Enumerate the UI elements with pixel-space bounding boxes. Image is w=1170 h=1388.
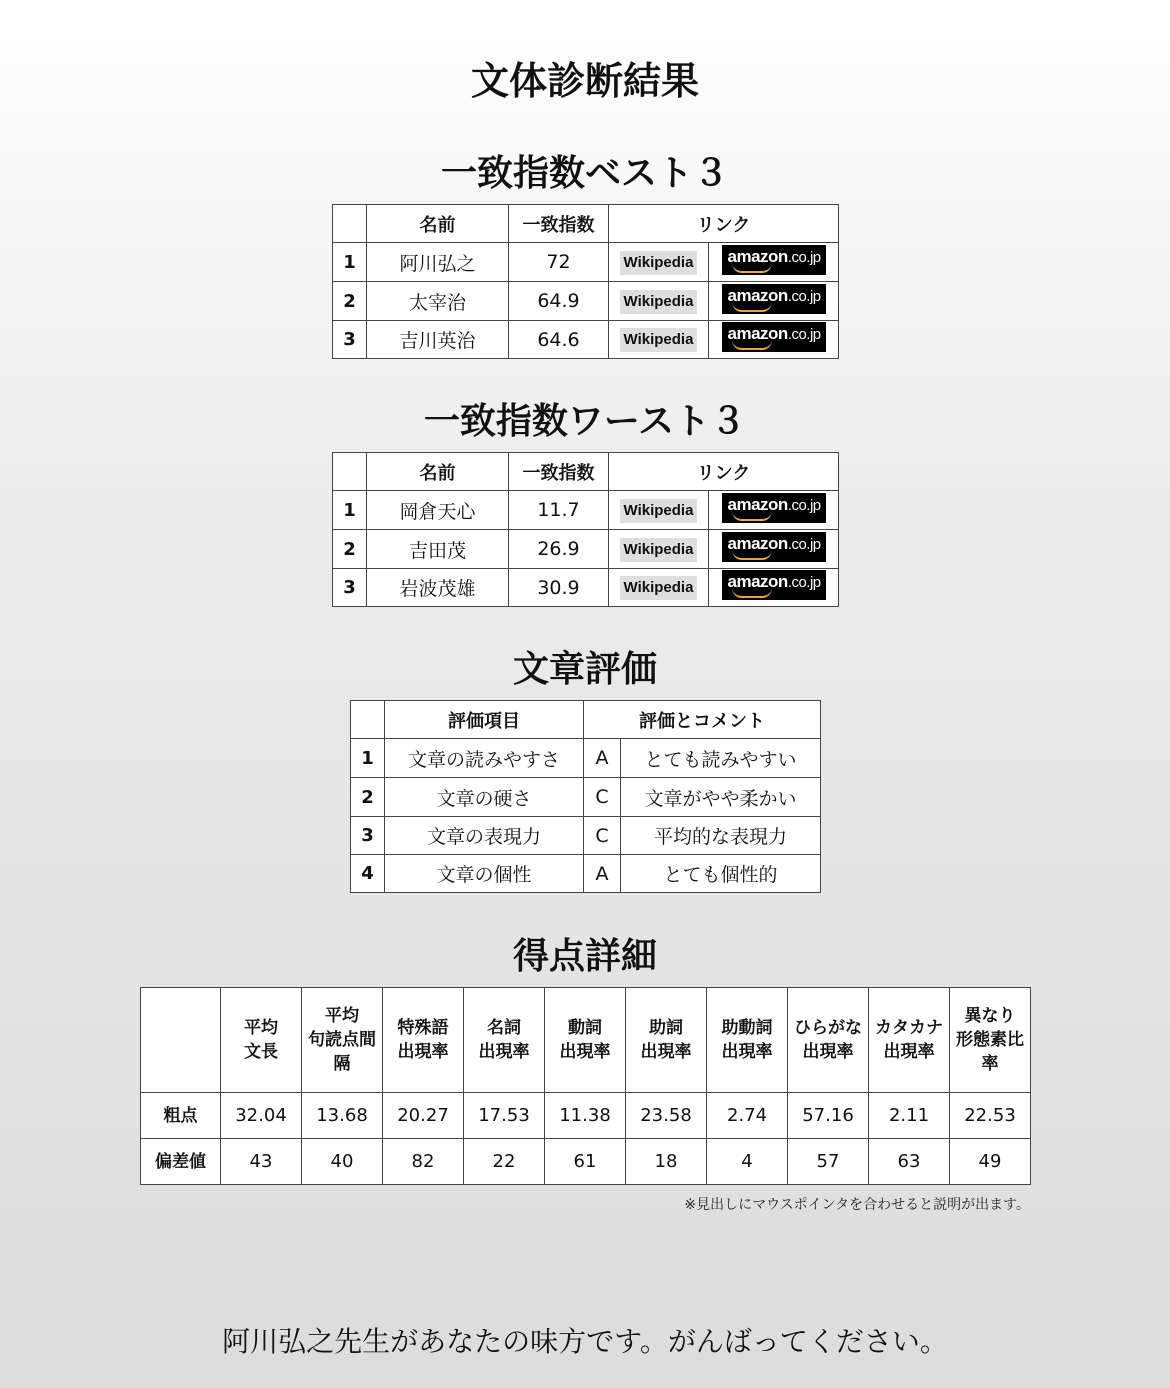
amazon-link[interactable] xyxy=(722,570,826,600)
evaluation-grade: A xyxy=(584,855,621,893)
header-katakana-rate[interactable] xyxy=(869,988,950,1093)
amazon-tld: .co.jp xyxy=(787,248,821,266)
header-noun-rate[interactable] xyxy=(464,988,545,1093)
amazon-wordmark: amazon xyxy=(727,246,788,266)
author-name: 岡倉天心 xyxy=(367,491,509,530)
table-row xyxy=(141,1139,1031,1185)
row-index: 4 xyxy=(351,855,385,893)
raw-score: 2.74 xyxy=(707,1093,788,1139)
deviation-score: 18 xyxy=(626,1139,707,1185)
header-grade-comment: 評価とコメント xyxy=(584,701,821,739)
evaluation-item: 文章の硬さ xyxy=(385,778,584,817)
header-type-token-ratio[interactable] xyxy=(950,988,1031,1093)
author-name: 岩波茂雄 xyxy=(367,569,509,607)
match-score: 64.9 xyxy=(509,282,609,321)
wikipedia-link[interactable]: Wikipedia xyxy=(620,538,698,562)
header-blank xyxy=(141,988,221,1093)
wikipedia-link[interactable]: Wikipedia xyxy=(620,251,698,275)
amazon-wordmark: amazon xyxy=(727,494,788,514)
header-line: 出現率 xyxy=(559,1042,611,1062)
match-score: 64.6 xyxy=(509,321,609,359)
rank-cell: 2 xyxy=(333,530,367,569)
deviation-score: 4 xyxy=(707,1139,788,1185)
amazon-link[interactable] xyxy=(722,284,826,314)
row-index: 2 xyxy=(351,778,385,817)
deviation-score: 63 xyxy=(869,1139,950,1185)
deviation-score: 57 xyxy=(788,1139,869,1185)
deviation-score: 40 xyxy=(302,1139,383,1185)
table-row xyxy=(333,243,839,282)
rank-cell: 3 xyxy=(333,569,367,607)
row-label-deviation: 偏差値 xyxy=(141,1139,221,1185)
author-name: 太宰治 xyxy=(367,282,509,321)
header-line: 隔 xyxy=(333,1054,351,1074)
evaluation-comment: とても読みやすい xyxy=(621,739,821,778)
worst-table xyxy=(332,452,839,607)
amazon-smile-icon xyxy=(732,588,772,598)
amazon-cell xyxy=(709,243,839,282)
footer-message: 阿川弘之先生があなたの味方です。がんばってください。 xyxy=(222,1325,948,1358)
amazon-tld: .co.jp xyxy=(787,287,821,305)
header-line: 助詞 xyxy=(649,1018,683,1038)
wikipedia-cell xyxy=(609,282,709,321)
header-line: 出現率 xyxy=(883,1042,935,1062)
deviation-score: 22 xyxy=(464,1139,545,1185)
match-score: 72 xyxy=(509,243,609,282)
wikipedia-cell xyxy=(609,530,709,569)
rank-cell: 1 xyxy=(333,491,367,530)
amazon-tld: .co.jp xyxy=(787,326,821,343)
raw-score: 11.38 xyxy=(545,1093,626,1139)
match-score: 30.9 xyxy=(509,569,609,607)
wikipedia-cell xyxy=(609,569,709,607)
evaluation-grade: C xyxy=(584,778,621,817)
rank-cell: 3 xyxy=(333,321,367,359)
amazon-smile-icon xyxy=(732,302,772,312)
header-line: 異なり xyxy=(964,1006,1016,1026)
author-name: 吉川英治 xyxy=(367,321,509,359)
worst-heading: 一致指数ワースト３ xyxy=(423,401,747,442)
deviation-score: 49 xyxy=(950,1139,1031,1185)
header-line: ひらがな xyxy=(794,1018,862,1038)
raw-score: 20.27 xyxy=(383,1093,464,1139)
header-line: 句読点間 xyxy=(308,1030,376,1050)
best-heading: 一致指数ベスト３ xyxy=(440,153,729,194)
best-table xyxy=(332,204,839,359)
hover-hint-note: ※見出しにマウスポインタを合わせると説明が出ます。 xyxy=(684,1197,1030,1213)
wikipedia-link[interactable]: Wikipedia xyxy=(620,290,698,314)
header-verb-rate[interactable] xyxy=(545,988,626,1093)
header-line: 出現率 xyxy=(640,1042,692,1062)
wikipedia-link[interactable]: Wikipedia xyxy=(620,328,698,352)
amazon-wordmark: amazon xyxy=(727,572,788,591)
header-line: 出現率 xyxy=(802,1042,854,1062)
table-row xyxy=(141,1093,1031,1139)
header-line: 助動詞 xyxy=(721,1018,773,1038)
amazon-tld: .co.jp xyxy=(787,574,821,591)
header-line: 形態素比 xyxy=(956,1030,1024,1050)
header-line: 動詞 xyxy=(568,1018,602,1038)
amazon-tld: .co.jp xyxy=(787,535,821,553)
header-line: 平均 xyxy=(244,1018,278,1038)
header-score: 一致指数 xyxy=(509,453,609,491)
rank-cell: 1 xyxy=(333,243,367,282)
evaluation-grade: C xyxy=(584,817,621,855)
details-heading: 得点詳細 xyxy=(512,936,657,977)
header-line: カタカナ xyxy=(875,1018,943,1038)
amazon-smile-icon xyxy=(732,550,772,560)
table-row xyxy=(351,855,821,893)
amazon-tld: .co.jp xyxy=(787,496,821,514)
row-index: 3 xyxy=(351,817,385,855)
table-row xyxy=(333,491,839,530)
amazon-smile-icon xyxy=(732,511,772,521)
raw-score: 57.16 xyxy=(788,1093,869,1139)
evaluation-grade: A xyxy=(584,739,621,778)
wikipedia-cell xyxy=(609,321,709,359)
table-row xyxy=(351,778,821,817)
page-title: 文体診断結果 xyxy=(470,59,699,103)
raw-score: 23.58 xyxy=(626,1093,707,1139)
amazon-wordmark: amazon xyxy=(727,533,788,553)
evaluation-item: 文章の個性 xyxy=(385,855,584,893)
header-name: 名前 xyxy=(367,453,509,491)
header-link: リンク xyxy=(609,205,839,243)
evaluation-comment: 平均的な表現力 xyxy=(621,817,821,855)
evaluation-item: 文章の表現力 xyxy=(385,817,584,855)
header-avg-punctuation-interval[interactable] xyxy=(302,988,383,1093)
evaluation-item: 文章の読みやすさ xyxy=(385,739,584,778)
header-hiragana-rate[interactable] xyxy=(788,988,869,1093)
rank-cell: 2 xyxy=(333,282,367,321)
evaluation-table xyxy=(350,700,821,893)
header-item: 評価項目 xyxy=(385,701,584,739)
header-blank xyxy=(333,205,367,243)
header-blank xyxy=(333,453,367,491)
wikipedia-cell xyxy=(609,243,709,282)
match-score: 11.7 xyxy=(509,491,609,530)
raw-score: 13.68 xyxy=(302,1093,383,1139)
amazon-cell xyxy=(709,321,839,359)
amazon-link[interactable] xyxy=(722,322,826,352)
header-line: 出現率 xyxy=(721,1042,773,1062)
table-row xyxy=(333,569,839,607)
amazon-wordmark: amazon xyxy=(727,285,788,305)
evaluation-heading: 文章評価 xyxy=(512,649,657,690)
amazon-link[interactable] xyxy=(722,245,826,275)
amazon-cell xyxy=(709,491,839,530)
header-line: 出現率 xyxy=(478,1042,530,1062)
table-row xyxy=(333,282,839,321)
header-line: 出現率 xyxy=(397,1042,449,1062)
author-name: 吉田茂 xyxy=(367,530,509,569)
amazon-cell xyxy=(709,282,839,321)
deviation-score: 61 xyxy=(545,1139,626,1185)
row-label-raw: 粗点 xyxy=(141,1093,221,1139)
header-line: 特殊語 xyxy=(397,1018,449,1038)
header-line: 平均 xyxy=(325,1006,359,1026)
amazon-link[interactable] xyxy=(722,532,826,562)
wikipedia-link[interactable]: Wikipedia xyxy=(620,499,698,523)
header-score: 一致指数 xyxy=(509,205,609,243)
header-line: 名詞 xyxy=(487,1018,521,1038)
wikipedia-link[interactable]: Wikipedia xyxy=(620,576,698,600)
details-table xyxy=(140,987,1031,1185)
table-row xyxy=(351,817,821,855)
deviation-score: 82 xyxy=(383,1139,464,1185)
amazon-cell xyxy=(709,569,839,607)
raw-score: 17.53 xyxy=(464,1093,545,1139)
header-name: 名前 xyxy=(367,205,509,243)
raw-score: 2.11 xyxy=(869,1093,950,1139)
header-auxverb-rate[interactable] xyxy=(707,988,788,1093)
amazon-cell xyxy=(709,530,839,569)
wikipedia-cell xyxy=(609,491,709,530)
raw-score: 22.53 xyxy=(950,1093,1031,1139)
table-row xyxy=(333,321,839,359)
table-row xyxy=(351,739,821,778)
header-line: 文長 xyxy=(244,1042,278,1062)
amazon-link[interactable] xyxy=(722,493,826,523)
deviation-score: 43 xyxy=(221,1139,302,1185)
author-name: 阿川弘之 xyxy=(367,243,509,282)
header-avg-sentence-length[interactable] xyxy=(221,988,302,1093)
row-index: 1 xyxy=(351,739,385,778)
header-special-word-rate[interactable] xyxy=(383,988,464,1093)
amazon-smile-icon xyxy=(732,263,772,273)
header-particle-rate[interactable] xyxy=(626,988,707,1093)
header-blank xyxy=(351,701,385,739)
header-link: リンク xyxy=(609,453,839,491)
evaluation-comment: 文章がやや柔かい xyxy=(621,778,821,817)
header-line: 率 xyxy=(981,1054,999,1074)
amazon-wordmark: amazon xyxy=(727,324,788,343)
match-score: 26.9 xyxy=(509,530,609,569)
amazon-smile-icon xyxy=(732,340,772,350)
table-row xyxy=(333,530,839,569)
evaluation-comment: とても個性的 xyxy=(621,855,821,893)
raw-score: 32.04 xyxy=(221,1093,302,1139)
